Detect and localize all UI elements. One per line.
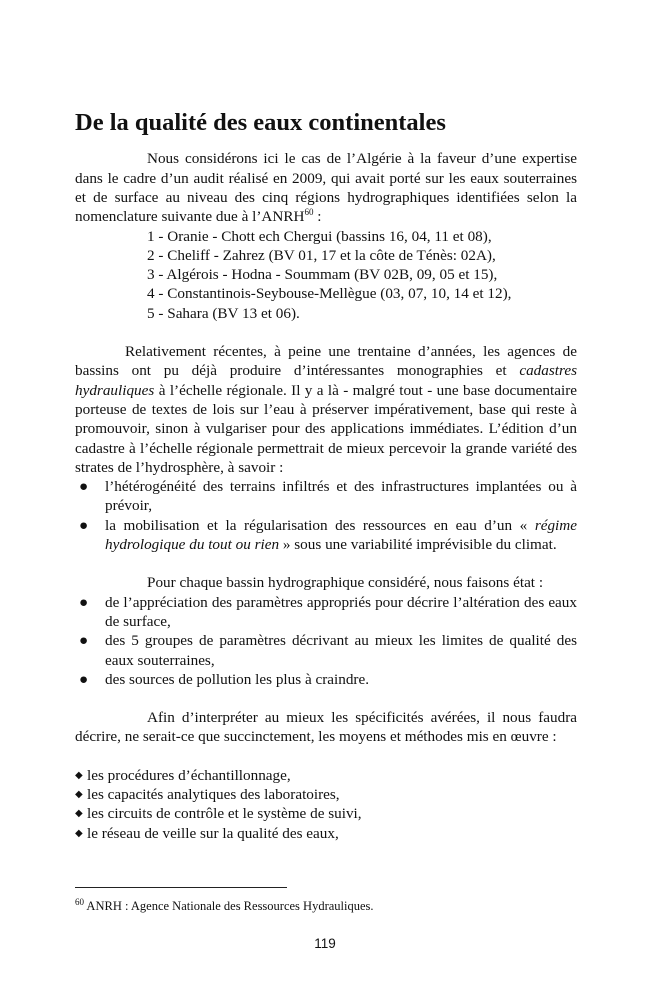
agencies-text-1: Relativement récentes, à peine une trentaine d’années, les agences de bassins ont pu déjà produire d’intéressantes monographies et <box>75 343 577 380</box>
footnote-divider <box>75 887 287 888</box>
diamond-bullet-icon: ◆ <box>75 769 83 781</box>
bullet-icon: ● <box>79 670 89 688</box>
region-item: 2 - Cheliff - Zahrez (BV 01, 17 et la côte de Ténès: 02A), <box>147 246 496 264</box>
basin-item: des 5 groupes de paramètres décrivant au mieux les limites de qualité des eaux souterraines, <box>105 632 577 669</box>
list-item <box>75 785 577 804</box>
strata-item-2-text-2: » sous une variabilité imprévisible du climat. <box>279 536 557 554</box>
agencies-italic: cadastres hydrauliques <box>75 362 577 399</box>
bullet-icon: ● <box>79 632 89 650</box>
page-title: De la qualité des eaux continentales <box>75 109 446 136</box>
basin-paragraph: Pour chaque bassin hydrographique considéré, nous faisons état : <box>147 574 544 592</box>
list-item <box>75 824 577 843</box>
strata-item-1: l’hétérogénéité des terrains infiltrés et des infrastructures implantées ou à prévoir, <box>105 478 577 515</box>
footnote-ref[interactable]: 60 <box>304 207 314 218</box>
method-item: les capacités analytiques des laboratoires, <box>87 786 340 803</box>
method-item: le réseau de veille sur la qualité des eaux, <box>87 824 339 842</box>
agencies-text-2: à l’échelle régionale. Il y a là - malgré tout - une base documentaire porteuse de textes de lois sur l’eau à préserver impérativement, base qui reste à promouvoir, sinon à vulgariser pour des applications immédiates. L’édition d’un cadastre à l’échelle régionale permettrait de mieux percevoir la grande variété des strates de l’hydrosphère, à savoir : <box>75 381 577 476</box>
intro-colon: : <box>313 208 322 226</box>
region-item: 1 - Oranie - Chott ech Chergui (bassins 16, 04, 11 et 08), <box>147 227 492 245</box>
list-item <box>75 804 577 823</box>
page-number: 119 <box>314 936 336 951</box>
list-item <box>75 766 577 785</box>
list-item <box>75 593 577 632</box>
strata-item-2-text-1: la mobilisation et la régularisation des ressources en eau d’un « <box>105 516 535 534</box>
region-item: 3 - Algérois - Hodna - Soummam (BV 02B, 09, 05 et 15), <box>147 266 498 284</box>
method-item: les circuits de contrôle et le système de suivi, <box>87 805 362 823</box>
page-body <box>75 108 577 843</box>
intro-text: Nous considérons ici le cas de l’Algérie à la faveur d’une expertise dans le cadre d’un audit réalisé en 2009, qui avait porté sur les eaux souterraines et de surface au niveau des cinq régions hydrographiques identifiées selon la nomenclature suivante due à l’ANRH <box>75 150 577 226</box>
intro-paragraph <box>75 149 577 226</box>
diamond-bullet-icon: ◆ <box>75 789 83 800</box>
diamond-bullet-icon: ◆ <box>75 827 83 839</box>
list-item <box>75 631 577 670</box>
bullet-icon: ● <box>79 478 89 496</box>
methods-list <box>75 766 577 843</box>
region-item: 5 - Sahara (BV 13 et 06). <box>147 304 300 322</box>
list-item <box>75 477 577 516</box>
agencies-paragraph <box>75 342 577 477</box>
region-list <box>147 227 577 323</box>
bullet-icon: ● <box>79 516 89 534</box>
list-item <box>75 516 577 555</box>
basin-bullet-list <box>75 593 577 689</box>
footnote-text: ANRH : Agence Nationale des Ressources Hydrauliques. <box>84 899 374 913</box>
strata-bullet-list <box>75 477 577 554</box>
diamond-bullet-icon: ◆ <box>75 808 83 820</box>
region-item: 4 - Constantinois-Seybouse-Mellègue (03, 07, 10, 14 et 12), <box>147 285 512 303</box>
footnote <box>75 898 374 914</box>
basin-item: de l’appréciation des paramètres appropriés pour décrire l’altération des eaux de surface, <box>105 593 577 630</box>
list-item <box>75 670 577 689</box>
methods-paragraph: Afin d’interpréter au mieux les spécificités avérées, il nous faudra décrire, ne serait-ce que succinctement, les moyens et méthodes mis en œuvre : <box>75 709 577 746</box>
footnote-number: 60 <box>75 896 84 907</box>
strata-item-2-italic: régime hydrologique du tout ou rien <box>105 516 577 554</box>
bullet-icon: ● <box>79 593 89 611</box>
basin-item: des sources de pollution les plus à craindre. <box>105 670 370 688</box>
method-item: les procédures d’échantillonnage, <box>87 766 291 784</box>
